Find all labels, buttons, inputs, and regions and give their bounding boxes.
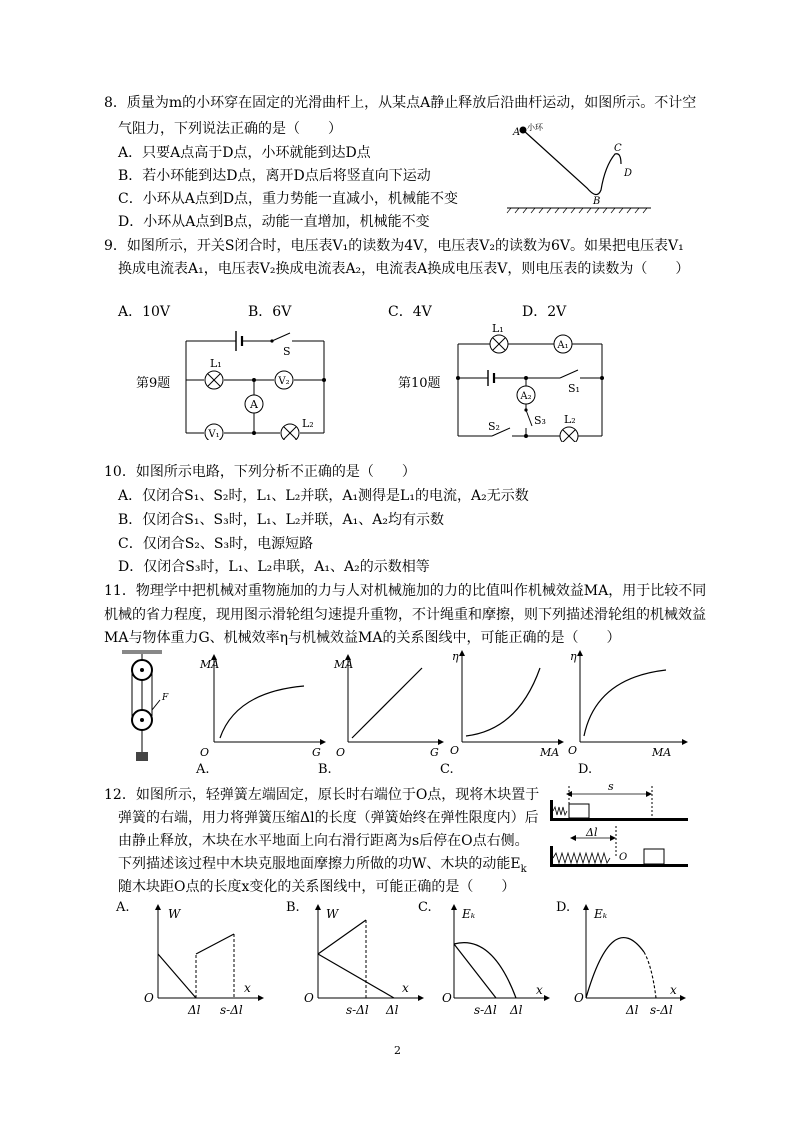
x-axis-label: x <box>670 983 677 997</box>
q12-stem-line5: 随木块距O点的长度x变化的关系图线中，可能正确的是（ ） <box>118 879 516 895</box>
q10-option-c: C．仅闭合S₂、S₃时，电源短路 <box>118 536 314 552</box>
q12-stem-line1: 12．如图所示，轻弹簧左端固定，原长时右端位于O点，现将木块置于 <box>104 787 540 803</box>
q8-option-b: B．若小环能到达D点，离开D点后将竖直向下运动 <box>118 168 431 184</box>
q9-circuit-diagram <box>180 325 330 440</box>
compressed-spring <box>553 807 567 815</box>
page-number: 2 <box>394 1044 401 1057</box>
origin-label: O <box>450 744 460 757</box>
q12-graph-d-label: D. <box>556 900 571 915</box>
point-c-label: C <box>614 143 622 154</box>
lamp-l1-icon <box>205 371 223 389</box>
tick-label-2: Δl <box>386 1003 399 1017</box>
q12-graph-b-label: B. <box>286 900 300 915</box>
q12-graph-d <box>572 898 690 1020</box>
ammeter-a1-label: A₁ <box>557 340 569 351</box>
switch-s-label: S <box>283 345 291 358</box>
q8-option-c: C．小环从A点到D点，重力势能一直减小，机械能不变 <box>118 191 459 207</box>
q11-pulley-figure <box>118 650 170 766</box>
origin-label: O <box>304 991 314 1005</box>
q9-option-d: D．2V <box>522 304 567 320</box>
switch-s3-label: S₃ <box>534 414 546 427</box>
point-b-label: B <box>593 196 601 207</box>
origin-label: O <box>574 991 584 1005</box>
q9-option-c: C．4V <box>388 304 432 320</box>
q12-stem-line4-sub: k <box>520 863 527 875</box>
x-axis-label: G <box>430 746 439 758</box>
relaxed-spring <box>553 853 610 863</box>
q9-stem-line2: 换成电流表A₁，电压表V₂换成电流表A₂，电流表A换成电压表V，则电压表的读数为（ ） <box>118 261 690 277</box>
origin-label: O <box>200 746 210 758</box>
q12-spring-block-figure <box>540 776 690 872</box>
q10-stem: 10．如图所示电路，下列分析不正确的是（ ） <box>104 464 416 480</box>
curved-rod <box>523 130 621 195</box>
y-axis-label: MA <box>334 658 354 671</box>
x-axis-label: x <box>402 981 409 995</box>
q12-graph-a-label: A. <box>116 900 130 915</box>
q11-graph-a <box>196 652 328 758</box>
ring-marker <box>520 127 527 134</box>
ring-label: 小环 <box>527 123 543 132</box>
delta-l-label: Δl <box>586 826 598 839</box>
q10-option-b: B．仅闭合S₁、S₃时，L₁、L₂并联，A₁、A₂均有示数 <box>118 512 444 528</box>
y-axis-label: W <box>326 907 339 921</box>
x-axis-label: MA <box>540 746 560 758</box>
q8-option-a: A．只要A点高于D点，小环就能到达D点 <box>118 145 371 161</box>
q11-graph-d <box>566 648 690 758</box>
weight-block <box>136 752 148 761</box>
x-axis-label: G <box>312 746 321 758</box>
q11-graph-b-label: B. <box>318 762 332 777</box>
q12-graph-b <box>300 898 430 1020</box>
tick-label-2: s-Δl <box>220 1003 243 1017</box>
q11-graph-a-label: A. <box>196 762 210 777</box>
origin-label: O <box>336 746 346 758</box>
q8-curved-rod-figure <box>505 118 655 218</box>
y-axis-label: η <box>570 650 577 663</box>
q12-graph-c <box>440 898 556 1020</box>
x-axis-label: x <box>536 983 543 997</box>
q12-stem-line4-text: 下列描述该过程中木块克服地面摩擦力所做的功W、木块的动能E <box>118 856 521 872</box>
x-axis-label: x <box>244 981 251 995</box>
switch-s2-label: S₂ <box>488 420 500 433</box>
curve-c <box>466 668 540 736</box>
q12-stem-line4 <box>118 854 527 880</box>
q12-stem-line2: 弹簧的右端，用力将弹簧压缩Δl的长度（弹簧始终在弹性限度内）后 <box>118 810 539 826</box>
q9-stem-line1: 9．如图所示，开关S闭合时，电压表V₁的读数为4V，电压表V₂的读数为6V。如果把电压表V₁ <box>104 238 684 254</box>
q9-option-a: A．10V <box>118 304 171 320</box>
q8-stem-line1: 8．质量为m的小环穿在固定的光滑曲杆上，从某点A静止释放后沿曲杆运动，如图所示。不计空 <box>104 95 697 111</box>
curve-a <box>220 686 304 738</box>
q12-stem-line3: 由静止释放，木块在水平地面上向右滑行距离为s后停在O点右侧。 <box>118 833 529 849</box>
origin-label: O <box>568 744 578 757</box>
q10-circuit-diagram <box>452 322 608 442</box>
q11-graph-d-label: D. <box>578 762 593 777</box>
q11-graph-c <box>448 648 566 758</box>
line-b <box>352 668 422 738</box>
q9-figure-caption: 第9题 <box>136 376 171 391</box>
switch-s1-label: S₁ <box>568 382 580 395</box>
curve-d <box>584 670 666 736</box>
lamp-l1-label: L₁ <box>210 357 222 370</box>
block-start <box>569 804 589 818</box>
q8-option-d: D．小环从A点到B点，动能一直增加，机械能不变 <box>118 214 430 230</box>
q12-graph-a <box>140 898 270 1020</box>
q9-option-b: B．6V <box>248 304 292 320</box>
origin-label: O <box>442 991 452 1005</box>
q11-graph-c-label: C. <box>440 762 454 777</box>
q11-stem-line2: 机械的省力程度，现用图示滑轮组匀速提升重物，不计绳重和摩擦，则下列描述滑轮组的机械效益 <box>104 607 706 623</box>
q10-option-d: D．仅闭合S₃时，L₁、L₂串联，A₁、A₂的示数相等 <box>118 559 430 575</box>
tick-label-1: s-Δl <box>474 1003 497 1017</box>
q10-option-a: A．仅闭合S₁、S₂时，L₁、L₂并联，A₁测得是L₁的电流，A₂无示数 <box>118 488 529 504</box>
lamp-l2-icon <box>281 424 299 440</box>
tick-label-2: s-Δl <box>650 1003 673 1017</box>
y-axis-label: MA <box>200 658 220 671</box>
lamp-l1-icon <box>490 335 508 353</box>
q12-graph-c-label: C. <box>418 900 432 915</box>
point-a-label: A <box>513 127 521 138</box>
y-axis-label: Eₖ <box>594 907 608 921</box>
voltmeter-v1-label: V₁ <box>208 429 220 440</box>
lamp-l1-label: L₁ <box>492 322 504 335</box>
point-d-label: D <box>624 168 633 179</box>
block-end <box>644 849 664 864</box>
x-axis-label: MA <box>652 746 672 758</box>
distance-s-label: s <box>608 780 614 793</box>
lamp-l2-icon <box>560 427 578 442</box>
force-f-label: F <box>162 693 169 703</box>
y-axis-label: Eₖ <box>462 907 476 921</box>
tick-label-1: Δl <box>188 1003 201 1017</box>
origin-label: O <box>144 991 154 1005</box>
point-o-label: O <box>619 852 628 863</box>
q11-stem-line1: 11．物理学中把机械对重物施加的力与人对机械施加的力的比值叫作机械效益MA，用于比较不同 <box>104 583 707 599</box>
voltmeter-v2-label: V₂ <box>278 376 290 387</box>
tick-label-2: Δl <box>510 1003 523 1017</box>
lamp-l2-label: L₂ <box>564 413 576 426</box>
tick-label-1: Δl <box>626 1003 639 1017</box>
y-axis-label: η <box>452 650 459 663</box>
q11-stem-line3: MA与物体重力G、机械效率η与机械效益MA的关系图线中，可能正确的是（ ） <box>104 630 621 646</box>
lamp-l2-label: L₂ <box>302 417 314 430</box>
ammeter-a2-label: A₂ <box>520 391 532 402</box>
q8-stem-line2: 气阻力，下列说法正确的是（ ） <box>118 121 342 137</box>
ammeter-a-label: A <box>250 398 258 411</box>
y-axis-label: W <box>168 907 181 921</box>
q11-graph-b <box>330 652 445 758</box>
q10-figure-caption: 第10题 <box>398 376 441 391</box>
tick-label-1: s-Δl <box>346 1003 369 1017</box>
